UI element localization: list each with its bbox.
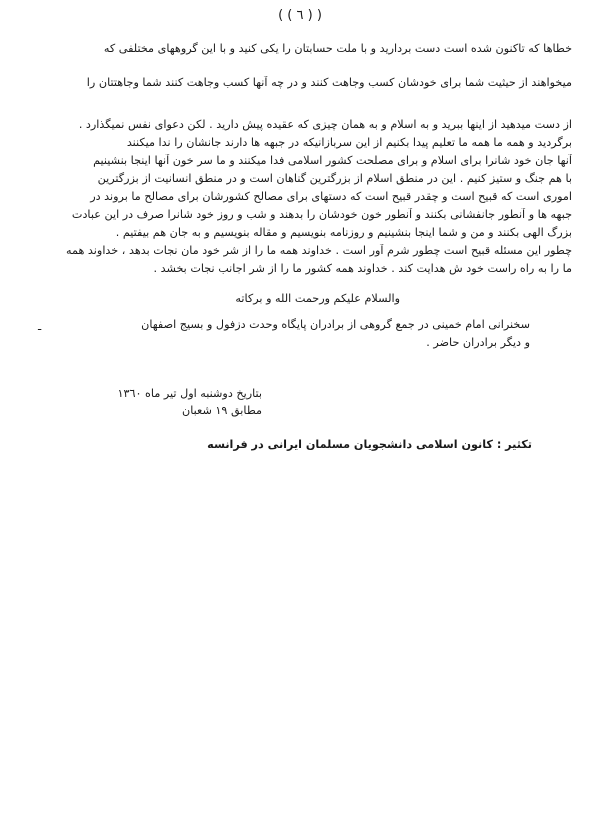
footnote-line: سخنرانی امام خمینی در جمع گروهی از برادران پایگاه وحدت دزفول و بسیج اصفهان	[141, 318, 530, 331]
body-line: ما را به راه راست خود ش هدایت کند . خداوند همه کشور ما را از شر اجانب نجات بخشد .	[153, 262, 572, 275]
date-line: بتاریخ دوشنبه اول تیر ماه ١٣٦٠	[117, 387, 262, 400]
body-line: بزرگ الهی بکنند و من و شما اینجا بنشینیم و روزنامه بنویسیم و مقاله بنویسیم و به جان هم بیفتیم .	[115, 226, 572, 239]
body-line: چطور این مسئله قبیح است چطور شرم آور است . خداوند همه ما را از شر خود مان نجات بدهد ، خداوند همه	[66, 244, 572, 257]
body-line: اموری است که قبیح است و چقدر قبیح است که دستهای برای مصالح کشورشان برای مصالح ما بروند در	[90, 190, 572, 203]
footnote-line: و دیگر برادران حاضر .	[426, 336, 530, 349]
body-line: آنها جان خود شانرا برای اسلام و برای مصلحت کشور اسلامی فدا میکنند و ما سر خون آنها اینجا بنشینیم	[93, 154, 572, 167]
body-line: از دست میدهید از اینها ببرید و به اسلام و به همان چیزی که عقیده پیش دارید . لکن دعوای نفس نمیگذارد .	[78, 118, 572, 131]
page-number: ( ( ٦ ) )	[278, 8, 322, 23]
body-line: میخواهند از حیثیت شما برای خودشان کسب وجاهت کنند و در چه آنها کسب وجاهت کنند شما وجاهتتان را	[86, 76, 572, 89]
footnote-marker: ـ	[38, 320, 42, 333]
body-line: با هم جنگ و ستیز کنیم . این در منطق اسلام از بزرگترین گناهان است و در منطق انسانیت از بزرگترین	[97, 172, 572, 185]
body-line: جبهه ها و آنطور جانفشانی بکنند و آنطور خون خودشان را بدهند و شب و روز خود شانرا صرف در این عبادت	[71, 208, 572, 221]
body-line: خطا‌ها که تاکنون شده است دست بردارید و با ملت حسابتان را یکی کنید و با این گروههای مختلفی که	[103, 42, 572, 55]
date-line: مطابق ١٩ شعبان	[182, 404, 262, 417]
closing-salutation: والسلام علیکم ورحمت الله و برکاته	[235, 292, 400, 305]
publisher-signature: تکثیر : کانون اسلامی دانشجویان مسلمان ایرانی در فرانسه	[207, 438, 532, 451]
body-line: برگردید و همه ما همه ما تعلیم پیدا بکنیم از این سربازانیکه در جبهه ها دارند جانشان را ندا میکنند	[126, 136, 572, 149]
